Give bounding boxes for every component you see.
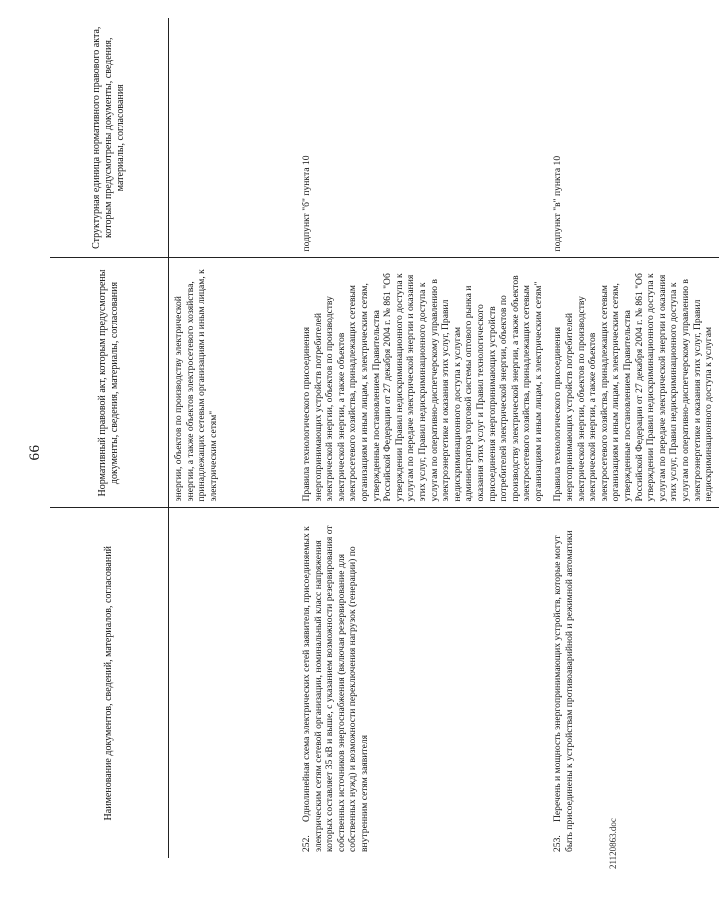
cell-legal-act: Правила технологического присоединения энергопринимающих устройств потребителей электрической энергии, объектов по производству электрической энергии, а также объектов электросетевого хозяйства, принадлежащих сетевым организациям и иным лицам, к электрическим сетям, утвержденные постановлением Правительства Российской Федерации от 27 декабря 2004 г. № 861 "Об утверждении Правил недискриминационного доступа к услугам по передаче электрической энергии и оказания этих услуг, Правил недискриминационного доступа к услугам по оперативно-диспетчерскому управлению в электроэнергетике и оказания этих услуг, Правил недискриминационного доступа к услугам администратора торговой системы оптового рынка и оказания этих услуг и Правил технологического присоединения энергопринимающих устройств потребителей электрической энергии, объектов по производству электрической энергии, а также объектов электросетевого хозяйства, принадлежащих сетевым организациям и иным лицам, к электрическим сетям"	[297, 258, 548, 508]
table-row	[297, 18, 548, 858]
table-header-row	[50, 18, 169, 858]
cell-legal-act: Правила технологического присоединения энергопринимающих устройств потребителей электрической энергии, объектов по производству электрической энергии, а также объектов электросетевого хозяйства, принадлежащих сетевым организациям и иным лицам, к электрическим сетям, утвержденные постановлением Правительства Российской Федерации от 27 декабря 2004 г. № 861 "Об утверждении Правил недискриминационного доступа к услугам по передаче электрической энергии и оказания этих услуг, Правил недискриминационного доступа к услугам по оперативно-диспетчерскому управлению в электроэнергетике и оказания этих услуг, Правил недискриминационного доступа к услугам	[548, 258, 718, 508]
table-row-continuation	[169, 18, 298, 858]
cell-act-continuation: энергии, объектов по производству электрической энергии, а также объектов электросетевого хозяйства, принадлежащих сетевым организациям и иным лицам, к электрическим сетям"	[169, 258, 298, 508]
cell-document-name	[548, 508, 718, 858]
documents-table	[50, 18, 719, 858]
document-name-text: Перечень и мощность энергопринимающих устройств, которые могут быть присоединены к устройствам противоаварийной и режимной автоматики	[552, 530, 576, 852]
cell-structural-unit: подпункт "в" пункта 10	[552, 155, 564, 252]
header-legal-act: Нормативный правовой акт, которым предусмотрены документы, сведения, материалы, согласования	[50, 258, 169, 508]
cell-empty	[169, 18, 298, 258]
footer-filename: 21120863.doc	[608, 818, 618, 869]
page-number: 66	[27, 444, 43, 461]
cell-document-name	[297, 508, 548, 858]
document-name-text: Однолинейная схема электрических сетей заявителя, присоединяемых к электрическим сетям сетевой организации, номинальный класс напряжения которых составляет 35 кВ и выше, с указанием возможности резервирования от собственных источников энергоснабжения (включая резервирование для собственных нужд) и возможности переключения нагрузок (генерации) по внутренним сетям заявителя	[301, 525, 370, 852]
row-number: 252.	[301, 835, 312, 852]
row-number: 253.	[552, 835, 564, 852]
table-row	[548, 18, 718, 858]
cell-structural-unit: подпункт "б" пункта 10	[301, 155, 312, 252]
header-documents: Наименование документов, сведений, материалов, согласований	[50, 508, 169, 858]
cell-empty	[169, 508, 298, 858]
header-structural-unit: Структурная единица нормативного правового акта, которым предусмотрены документы, сведения, материалы, согласования	[50, 18, 169, 258]
